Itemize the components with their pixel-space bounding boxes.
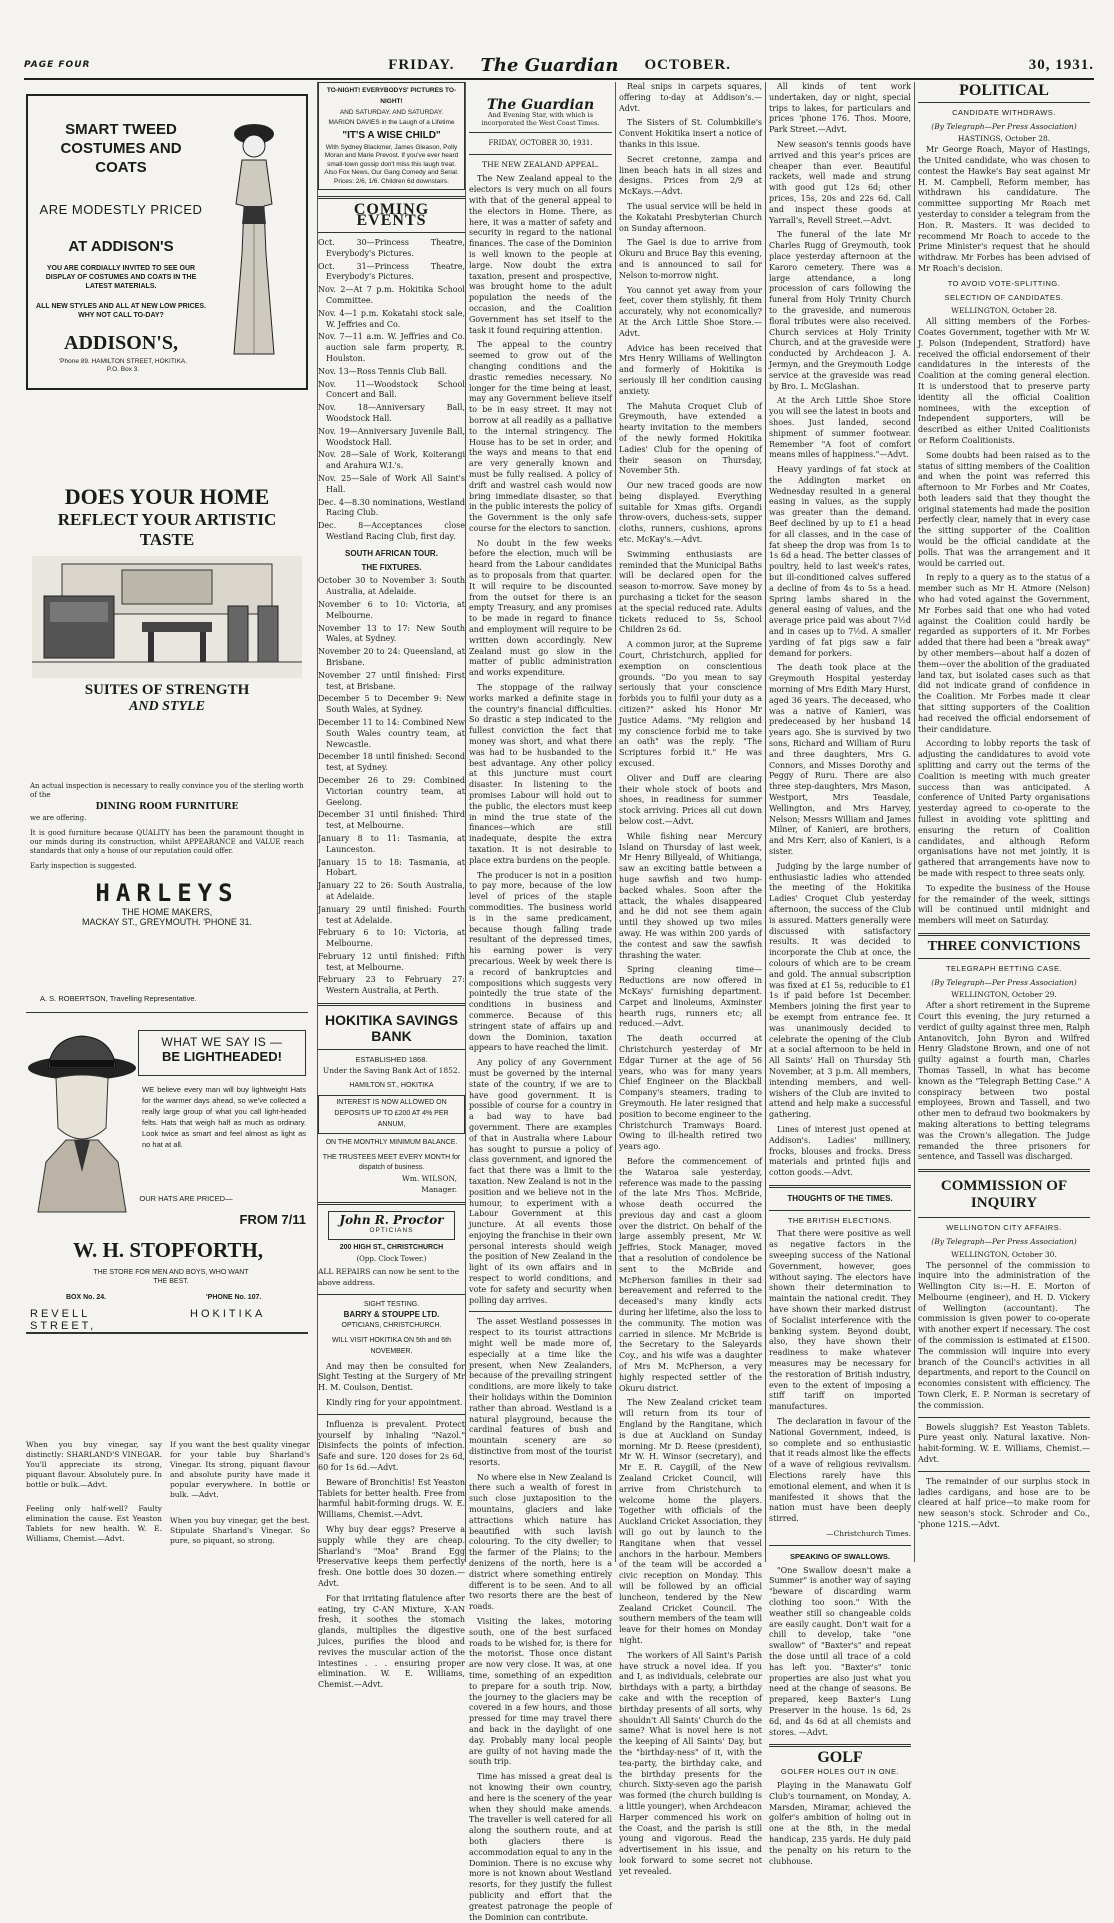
westland-paragraph: Time has missed a great deal is not knowing their own country, and here is the scenery of the year when they should make amends. The traveller is well catered for all along the southern route, and at both glaciers there is accommodation equal to any in the Dominion. There is no excuse why more is not known about Westland resorts, for they justify the fullest publicity and effort that the greatest patronage the people of the Dominion can contribute. xyxy=(469,1772,612,1922)
tour-fixture-item: November 20 to 24: Queensland, at Brisbane. xyxy=(318,647,465,667)
tour-fixture-item: October 30 to November 3: South Australia, at Adelaide. xyxy=(318,576,465,597)
stopforth-lightheaded: BE LIGHTHEADED! xyxy=(162,1049,282,1064)
coming-event-item: Nov. 18—Anniversary Ball, Woodstock Hall. xyxy=(318,403,465,424)
masthead-center xyxy=(388,55,731,76)
convictions-title: THREE CONVICTIONS xyxy=(927,938,1081,954)
coming-event-item: Nov. 4—1 p.m. Kokatahi stock sale, W. Jeffries and Co. xyxy=(318,308,465,329)
harleys-ad-body xyxy=(26,776,308,972)
column-3 xyxy=(469,82,612,1922)
divider xyxy=(918,102,1090,103)
masthead-month: OCTOBER. xyxy=(644,56,731,73)
divider xyxy=(469,154,612,155)
political-telegraph: (By Telegraph—Per Press Association) xyxy=(931,121,1077,131)
editorial-paragraph: Any policy of any Government must be governed by the internal state of the country, if we are to have good government. It is possible of course for a country in a bad way to have bad government. There are examples of that in Australia where Labour has sought to pursue a policy of class government, and ignored the fact that there was a limit to the taxation. New Zealand is not in the position and we believe not in the humour, to experiment with a Labour Government at this juncture. At all events those enjoying the franchise in their own personal interests should weigh the position of New Zealand in the light of its own affairs and in respect to world conditions, and vote for safety and security when polling day arrives. xyxy=(469,1058,612,1305)
coming-events-list xyxy=(318,238,465,543)
tour-fixture-item: February 23 to February 27: Western Australia, at Perth. xyxy=(318,975,465,996)
harleys-address: MACKAY ST., GREYMOUTH. 'PHONE 31. xyxy=(82,917,252,927)
proctor-address: 200 HIGH ST., CHRISTCHURCH xyxy=(339,1244,444,1252)
news-paragraph: While fishing near Mercury Island on Thursday of last week, Mr Henry Billyeald, of Whitianga, saw an exciting battle between a huge sawfish and two hump-backed whales. Soon after the attack, the whales disappeared and he did not see them again until they showed up two miles away. He was within 200 yards of the contest and saw the sawfish thrashing the water. xyxy=(619,831,762,960)
political-place2: WELLINGTON, October 28. xyxy=(951,306,1057,316)
tour-title: SOUTH AFRICAN TOUR. xyxy=(345,548,438,558)
political-body4: In reply to a query as to the status of a member such as Mr H. Atmore (Nelson) who had voted against the Government, Mr Forbes said that one who had voted against the Coalition could hardly be regarded as supporters of it. Mr Forbes added that there had been a "break away" by other members—about half a dozen of them—over the abolition of the graduated land tax, but isolated cases such as that did not indicate grand of confidence in the Coalition. Mr Forbes made it clear that sitting supporters of the Coalition had received the official endorsement of their candidature. xyxy=(918,573,1090,734)
westland-article xyxy=(469,1317,612,1923)
thoughts-title: THOUGHTS OF THE TIMES. xyxy=(787,1193,893,1203)
harleys-headline: DOES YOUR HOME xyxy=(64,484,270,509)
pictures-line3: MARION DAVIES in the Laugh of a Lifetime xyxy=(328,119,455,127)
news-paragraph: Oliver and Duff are clearing their whole stock of boots and shoes, in readiness for summer stock arriving. Prices all cut down below cost.—Advt. xyxy=(619,773,762,826)
divider xyxy=(318,232,465,233)
commission-place: WELLINGTON, October 30. xyxy=(951,1249,1057,1259)
divider xyxy=(318,1414,465,1415)
political-sub: CANDIDATE WITHDRAWS. xyxy=(952,107,1056,117)
surplus-advt: The remainder of our surplus stock in ladies cardigans, and hose are to be cleared at half price—to make room for new season's stock. Schroder and Co., 'phone 121S.—Advt. xyxy=(918,1476,1090,1530)
harleys-representative: A. S. ROBERTSON, Travelling Representative. xyxy=(40,994,197,1003)
editorial-paragraph: The New Zealand appeal to the electors is very much on all fours with that of the general appeal to the electors in Home. There, as here, it was a matter of safety and security in regard to the national finances. The case of the Dominion is well known to the people at large. Now doubt the extra taxation, present and prospective, was brought home to the adult population the needs of the occasion, and the Coalition Government has set itself to the task it found requiring attention. xyxy=(469,174,612,335)
tour-fixture-item: November 6 to 10: Victoria, at Melbourne. xyxy=(318,599,465,620)
editorial-date: FRIDAY, OCTOBER 30, 1931. xyxy=(488,138,593,147)
tour-fixture-item: February 6 to 10: Victoria, at Melbourne. xyxy=(318,928,465,949)
news-paragraph: Lines of interest just opened at Addison's. Ladies' millinery, frocks, blouses and frocks. Dress materials and printed fujis and cotton goods.—Advt. xyxy=(769,1124,911,1178)
coming-event-item: Nov. 28—Sale of Work, Koiterangi and Arahura W.I.'s. xyxy=(318,450,465,471)
bank-title: HOKITIKA SAVINGS BANK xyxy=(324,1012,458,1045)
pictures-line1: TO-NIGHT! EVERYBODYS' PICTURES TO-NIGHT! xyxy=(326,87,457,105)
bank-trustees: THE TRUSTEES MEET EVERY MONTH for dispatch of business. xyxy=(322,1153,461,1172)
news-paragraph: Spring cleaning time—Reductions are now offered in McKays' furnishing department. Carpet and linoleums, Axminster hearth rugs, runners etc; all reduced.—Advt. xyxy=(619,965,762,1029)
divider xyxy=(918,958,1090,959)
fashion-figure-illustration xyxy=(208,114,300,364)
golf-title: GOLF xyxy=(817,1749,863,1767)
addison-new-styles: ALL NEW STYLES AND ALL AT NEW LOW PRICES. WHY NOT CALL TO-DAY? xyxy=(36,303,206,319)
column-2 xyxy=(318,82,465,1690)
col2-short-items xyxy=(318,1420,465,1691)
news-paragraph: The Gael is due to arrive from Okuru and Bruce Bay this evening, and is announced to sail for Nelson to-morrow night. xyxy=(619,238,762,280)
divider xyxy=(318,1202,465,1205)
harleys-early: Early inspection is suggested. xyxy=(30,862,137,870)
tour-fixture-item: January 15 to 18: Tasmania, at Hobart. xyxy=(318,857,465,878)
pictures-ad xyxy=(318,82,465,190)
commission-sub: WELLINGTON CITY AFFAIRS. xyxy=(946,1223,1062,1233)
addison-headline: SMART TWEED COSTUMES AND COATS xyxy=(60,121,182,176)
coming-event-item: Dec. 4—8.30 nominations, Westland Racing Club. xyxy=(318,497,465,518)
tour-fixture-item: February 12 until finished: Fifth test, at Melbourne. xyxy=(318,951,465,972)
tour-sub: THE FIXTURES. xyxy=(361,562,422,572)
harleys-name: HARLEYS xyxy=(95,879,239,907)
swallows-body: "One Swallow doesn't make a Summer" is another way of saying "beware of discarding warm clothing too soon." With the weather still so changeable colds are easily caught. Don't wait for a chill to develop, take "one swallow" of "Baxter's" and repeat the dose until all trace of a cold has left you. "Baxter's" tonic properties are also just what you need at the change of seasons. Be prepared, keep Baxter's Lung Preserver in the house. 1s 6d, 2s 6d, and 4s 6d at all chemists and stores. —Advt. xyxy=(769,1565,911,1737)
bank-manager: Manager. xyxy=(421,1185,457,1195)
tour-fixture-item: December 5 to December 9: New South Wales, at Sydney. xyxy=(318,694,465,715)
convictions-place: WELLINGTON, October 29. xyxy=(951,990,1057,1000)
addison-address: 'Phone 89. HAMILTON STREET, HOKITIKA. P.O. Box 3. xyxy=(58,358,188,373)
coming-event-item: Nov. 7—11 a.m. W. Jeffries and Co. auction sale farm property, R. Houlston. xyxy=(318,332,465,364)
addison-name: ADDISON'S, xyxy=(64,332,178,354)
westland-paragraph: Visiting the lakes, motoring south, one of the best surfaced roads to be wished for, is there for the motorist. Those once distant are now very close. It was, at one time, something of an expedition to prepare for a south trip. Now, the journey to the glaciers may be covered in a few hours, and those pressed for time may travel there and back in the daylight of one day. Probably many local people are guilty of not having made the south trip. xyxy=(469,1616,612,1767)
coming-event-item: Nov. 19—Anniversary Juvenile Ball, Woodstock Hall. xyxy=(318,426,465,447)
short-paragraph: Influenza is prevalent. Protect yourself by inhaling "Nazol." Disinfects the points of infection. Safe and sure. 120 doses for 2s 6d, 60 for 1s 6d.—Advt. xyxy=(318,1419,465,1472)
editorial-title: THE NEW ZEALAND APPEAL. xyxy=(482,159,599,169)
editorial-body xyxy=(469,174,612,1306)
proctor-repairs: ALL REPAIRS can now be sent to the above address. xyxy=(318,1267,460,1287)
tour-fixtures-list xyxy=(318,576,465,997)
divider xyxy=(769,1185,911,1188)
political-body6: To expedite the business of the House for the remainder of the week, sittings will be continued until midnight and members will meet on Saturday. xyxy=(918,883,1090,926)
stouppe-name: BARRY & STOUPPE LTD. xyxy=(343,1310,440,1320)
thoughts-sub: THE BRITISH ELECTIONS. xyxy=(787,1215,893,1225)
tour-fixture-item: December 26 to 29: Combined Victorian country team, at Geelong. xyxy=(318,775,465,807)
page-number: PAGE FOUR xyxy=(24,60,91,70)
news-paragraph: The New Zealand cricket team will return from its tour of England by the Rangitane, which is due at Auckland on Sunday morning. Mr D. Reese (president), Mr W. H. Winsor (secretary), and Mr E. R. Caygill, of the New Zealand Cricket Council, will arrive from Christchurch to welcome home the players. Together with officials of the Auckland Cricket Association, they will go out by launch to the Rangitane when that vessel anchors in the harbour. Members of the team will be accorded a civic reception on Monday. This will be followed by an official luncheon, tendered by the New Zealand Cricket Council. The southern members of the team will leave for their homes on Monday night. xyxy=(619,1398,762,1645)
vinegar-advt-3: When you buy vinegar, get the best. Stipulate Sharland's Vinegar. So pure, so piquant, so strong. xyxy=(170,1516,310,1545)
news-paragraph: Real snips in carpets squares, offering to-day at Addison's.—Advt. xyxy=(619,82,762,113)
bank-balance: ON THE MONTHLY MINIMUM BALANCE. xyxy=(325,1138,458,1146)
harleys-style: AND STYLE xyxy=(129,699,205,714)
harleys-taste: TASTE xyxy=(139,530,195,549)
stopforth-price: FROM 7/11 xyxy=(239,1212,306,1227)
editorial-paragraph: The appeal to the country seemed to grow out of the changing conditions and the drastic remedies necessary. No longer for the time being at least, may any Government believe itself to be in easy street. It may not borrow at all readily as a palliative to the internal stringency. The House has to be set in order, and the ways and means to that end are very generally known and must be fully realised. A policy of drift and wastrel cash would now bring immediate disaster, so that in the public interests the policy of the Government is the only safe course for the electors to sanction. xyxy=(469,340,612,533)
divider xyxy=(769,1545,911,1546)
political-body5: According to lobby reports the task of adjusting the candidatures to avoid vote splitting and carry out the terms of the Coalition is meeting with much greater success than was anticipated. A conference of United Party organisations yesterday agreed to co-operate to the fullest in avoiding vote splitting and ensuring the return of Coalition candidates, and although Reform organisations have not met jointly, it is gathered that arrangements have now to be made with respect to three seats only. xyxy=(918,739,1090,878)
bank-street: HAMILTON ST., HOKITIKA xyxy=(349,1081,434,1089)
pictures-title: "IT'S A WISE CHILD" xyxy=(342,130,441,142)
column-rule xyxy=(914,82,915,1562)
news-paragraph: Our new traced goods are now being displayed. Everything suitable for Xmas gifts. Organdi throw-overs, duchess-sets, supper cloths, runners, cushions, aprons etc. McKay's.—Advt. xyxy=(619,481,762,545)
tour-fixture-item: December 11 to 14: Combined New South Wales country team, at Newcastle. xyxy=(318,717,465,749)
swallows-title: SPEAKING OF SWALLOWS. xyxy=(789,1551,890,1561)
westland-paragraph: No where else in New Zealand is there such a wealth of forest in such close juxtaposition to the mountains, glaciers and lake attractions which nature has beautified with such lavish colouring. To the city dweller; to the farmer of the Plains; to the denizens of the north, here is a district where something entirely different is to be seen. And to all two resorts there are the best of roads. xyxy=(469,1472,612,1612)
pictures-line2: AND SATURDAY. AND SATURDAY. xyxy=(339,108,444,116)
addison-invitation: YOU ARE CORDIALLY INVITED TO SEE OUR DISPLAY OF COSTUMES AND COATS IN THE LATEST MATERIALS. xyxy=(45,265,197,290)
news-paragraph: The funeral of the late Mr Charles Rugg of Greymouth, took place yesterday afternoon at the Karoro cemetery. There was a large attendance, a long procession of cars following the funeral from Holy Trinity Church to the graveside, and numerous floral tributes were also received. Church services at Holy Trinity Church, and at the graveside were conducted by Archdeacon J. A. Jermyn, and the Greymouth Lodge service at the graveside was read by Bro. L. McGlashan. xyxy=(769,230,911,391)
divider xyxy=(769,1744,911,1747)
news-paragraph: New season's tennis goods have arrived and this year's prices are cheaper than ever. Beautiful rackets, well made and strung with good gut 12s 6d; other prices, 15s, 20s and 22s 6d. Call and inspect these goods at Yarrall's, Revell Street.—Advt. xyxy=(769,139,911,225)
proctor-opp: (Opp. Clock Tower.) xyxy=(356,1255,427,1264)
news-paragraph: You cannot yet away from your feet, cover them stylishly, fit them accurately, why not economically? At the Arch Little Shoe Store.—Advt. xyxy=(619,285,762,338)
stopforth-headline-box xyxy=(138,1030,306,1076)
short-paragraph: For that irritating flatulence after eating, try C-AN Mixture, X-AN fresh, it soothes the stomach glands, multiplies the digestive juices, purifies the blood and revives the muscular action of the intestines . . . ensuring proper elimination. W. E. Williams, Chemist.—Advt. xyxy=(318,1593,465,1690)
divider xyxy=(469,132,612,133)
masthead-day: FRIDAY. xyxy=(388,56,455,73)
column-4 xyxy=(619,82,762,1876)
westland-paragraph: The asset Westland possesses in respect to its tourist attractions might well be made more of, especially at a time like the present, when New Zealanders, because of the prevailing stringent conditions, are more likely to take their holidays within the Dominion rather than abroad. Westland is a natural playground, because the cardinal features of bush and mountain scenery are so distinctive from most of the tourist resorts. xyxy=(469,1317,612,1467)
divider xyxy=(918,1417,1090,1418)
stouppe-body: And may then be consulted for Sight Testing at the Surgery of Mr H. M. Coulson, Dentist. xyxy=(318,1361,465,1393)
coming-event-item: Oct. 31—Princess Theatre, Everybody's Pictures. xyxy=(318,261,465,282)
harleys-suites: SUITES OF STRENGTH xyxy=(84,682,250,698)
stopforth-name: W. H. STOPFORTH, xyxy=(72,1238,264,1262)
divider xyxy=(318,1049,465,1050)
divider xyxy=(918,1217,1090,1218)
divider xyxy=(318,1003,465,1006)
local-news-items-2 xyxy=(769,82,911,1179)
commission-body: The personnel of the commission to inquire into the administration of the Wellington City is:—H. E. Morton of Melbourne (engineer), and H. D. Vickery of Wellington (accountant). The commission is given power to co-operate with another expert if necessary. The cost of the commission is estimated at £1500. The commission will inquire into every branch of the Council's activities in all departments, and report to the Council on economies consistent with efficiency. The Town Clerk, E. P. Norman is secretary of the commission. xyxy=(918,1260,1090,1410)
column-6 xyxy=(918,82,1090,1562)
convictions-sub: TELEGRAPH BETTING CASE. xyxy=(945,963,1063,973)
political-body2: All sitting members of the Forbes-Coates Government, together with Mr W. J. Polson (Independent, Stratford) have received the official endorsement of their candidatures in the interests of the Coalition at the coming general election. It is understood that to preserve party identity all the official Coalition nominees, with the exception of Independent supporters, will be described as either United Coalitionists or Reform Coalitionists. xyxy=(918,317,1090,445)
addison-at: AT ADDISON'S xyxy=(68,238,174,255)
stopforth-box: BOX No. 24. xyxy=(66,1294,107,1301)
coming-event-item: Nov. 25—Sale of Work All Saint's Hall. xyxy=(318,474,465,494)
news-paragraph: The Sisters of St. Columbkille's Convent Hokitika insert a notice of thanks in this issue. xyxy=(619,118,762,149)
harleys-tagline: THE HOME MAKERS, xyxy=(121,907,213,917)
divider xyxy=(918,1169,1090,1172)
stopforth-body: WE believe every man will buy lightweight Hats for the warmer days ahead, so we've collected a really large group of what you call light-headed felts. Hats that weigh half as much as ordinary. Look twice as smart and feel almost as light as no hat at all. xyxy=(142,1085,306,1149)
golf-sub: GOLFER HOLES OUT IN ONE. xyxy=(780,1767,900,1777)
masthead xyxy=(24,52,1094,80)
coming-event-item: Nov. 13—Ross Tennis Club Ball. xyxy=(318,366,448,376)
thoughts-paragraph: The declaration in favour of the National Government, indeed, is so complete and so enthusiastic that it reads almost like the effects of a wave of religious revivalism. Elections rarely have this emotional element, and when it is manifested it shows that the nation must have been deeply stirred. xyxy=(769,1417,911,1524)
stouppe-ring: Kindly ring for your appointment. xyxy=(326,1398,463,1407)
divider xyxy=(769,1210,911,1211)
news-paragraph: The death occurred at Christchurch yesterday of Mr Edgar Turner at the age of 56 years, who was for many years Chief Engineer on the Blackball Company's steamers, trading to Greymouth. He later resigned that position to become engineer to the Christchurch Tramways Board. Owing to ill-health retired two years ago. xyxy=(619,1034,762,1152)
political-sub3: SELECTION OF CANDIDATES. xyxy=(944,292,1064,302)
stopforth-town: HOKITIKA xyxy=(190,1308,266,1320)
divider xyxy=(918,933,1090,936)
stouppe-visit: WILL VISIT HOKITIKA ON 5th and 6th NOVEMBER. xyxy=(331,1337,452,1355)
masthead-paper-name: The Guardian xyxy=(480,54,619,76)
harleys-subhead: REFLECT YOUR ARTISTIC xyxy=(57,510,277,529)
stopforth-priced: OUR HATS ARE PRICED— xyxy=(139,1194,233,1203)
harleys-dining-room: DINING ROOM FURNITURE xyxy=(95,802,239,812)
bank-wm-wilson: Wm. WILSON, xyxy=(402,1174,457,1184)
commission-title: COMMISSION OF INQUIRY xyxy=(940,1178,1068,1212)
political-sub2: TO AVOID VOTE-SPLITTING. xyxy=(947,278,1061,288)
addison-subhead: ARE MODESTLY PRICED xyxy=(39,202,203,217)
harleys-inspection: An actual inspection is necessary to really convince you of the sterling worth of the xyxy=(30,782,304,799)
golf-body: Playing in the Manawatu Golf Club's tournament, on Monday, A. Marsden, Miramar, achieved the golfer's ambition of holing out in one at the 8th, in the medal handicap, 235 yards. He duly paid the penalty on his return to the clubhouse. xyxy=(769,1780,911,1866)
coming-event-item: Nov. 2—At 7 p.m. Hokitika School Committee. xyxy=(318,285,465,306)
addison-ad xyxy=(26,94,308,390)
proctor-opticians: OPTICIANS xyxy=(369,1226,414,1234)
political-body3: Some doubts had been raised as to the status of sitting members of the Coalition and when the point was referred this afternoon to Mr Forbes and Mr Coates, both leaders said that they thought the original statements had made the position perfectly clear, namely that in every case the sitting supporter of the Coalition would be the official candidate at the polls. That was the arrangement and it would be carried out. xyxy=(918,450,1090,568)
news-paragraph: The workers of All Saint's Parish have struck a novel idea. If you and I, as individuals, celebrate our birthdays with a party, a birthday cake and with the reception of birthday presents of all sorts, why shouldn't All Saints' Church do the same? What is novel here is not the keeping of All Saints' Day, but the "birthday-ness" of it, with the tea-party, the birthday cake, and the birthday presents for the church. Sixty-seven ago the parish was formed (the church building is a little younger), when Archdeacon Harper commenced his work on the Coast, and the parish is still young and vigorous. Read the advertisement in his issue, and look forward to some secret not yet revealed. xyxy=(619,1650,762,1876)
news-paragraph: Advice has been received that Mrs Henry Williams of Wellington and formerly of Hokitika is seriously ill her condition causing anxiety. xyxy=(619,343,762,396)
convictions-body: After a short retirement in the Supreme Court this evening, the jury returned a verdict of guilty against three men, Ralph Antanovitch, John Byron and Wilfred Henry Gladstone Brown, and one of not guilty against a fourth man, Charles Thomas Tassell, in what has become known as the "Telegraph Betting Case." A conspiracy between two postal employees, Brown and Tassell, and two other men to defraud two bookmakers by making alterations to betting telegrams was the Crown's allegation. The Judge remanded the three prisoners for sentence, and Tassell was discharged. xyxy=(918,1001,1090,1162)
column-5 xyxy=(769,82,911,1866)
tour-fixture-item: January 8 to 11: Tasmania, at Launceston. xyxy=(318,833,465,854)
stopforth-ad xyxy=(26,1022,308,1332)
editorial-paragraph: No doubt in the few weeks before the election, much will be heard from the Labour candidates as to proposals from that quarter. It will require to be discounted from the outset for there is an empty Treasury, and any promises to be made in regard to finance and employment will require to be written down accordingly. New Zealand must go slow in the matter of public administration and works expenditure. xyxy=(469,538,612,678)
political-body: Mr George Roach, Mayor of Hastings, the United candidate, who was chosen to contest the Hawke's Bay seat against Mr H. M. Campbell, Reform member, has withdrawn his candidature. The committee supporting Mr Roach met yesterday to consider a telegram from the Hon. R. Masters. It was decided to recommend Mr Roach to accede to the Prime Minister's request that he should withdraw. Mr Forbes has been advised of Mr Roach's decision. xyxy=(918,145,1090,273)
vinegar-advt-2: If you want the best quality vinegar for your table buy Sharland's Vinegar. Its strong, piquant flavour and absolute purity have made it popular everywhere. In bottle or bulk. —Advt. xyxy=(170,1440,310,1499)
bank-established: ESTABLISHED 1868. xyxy=(355,1055,428,1065)
coming-event-item: Oct. 30—Princess Theatre, Everybody's Pictures. xyxy=(318,238,465,258)
editorial-incorporated: And Evening Star, with which is incorporated the West Coast Times. xyxy=(481,110,600,127)
bank-interest: INTEREST IS NOW ALLOWED ON DEPOSITS UP TO £200 AT 4% PER ANNUM, xyxy=(318,1095,465,1133)
news-paragraph: The Mahuta Croquet Club of Greymouth, have extended a hearty invitation to the members of the newly formed Hokitika Ladies' Club for the opening of their season on Thursday, November 5th. xyxy=(619,401,762,476)
stopforth-street: REVELL STREET, xyxy=(30,1308,97,1332)
column-rule xyxy=(765,82,766,1562)
short-paragraph: Beware of Bronchitis! Est Yeaston Tablets for better health. Free from harmful habit-forming drugs. W. E. Williams, Chemist.—Advt. xyxy=(318,1477,465,1520)
tour-fixture-item: November 27 until finished: First test, at Brisbane. xyxy=(318,670,465,691)
column-rule xyxy=(615,82,616,1562)
harleys-quality: It is good furniture because QUALITY has been the paramount thought in our minds during its construction, whilst APPEARANCE and VALUE reach standards that only a house of our reputation could offer. xyxy=(30,829,304,855)
thoughts-paragraph: That there were positive as well as negative factors in the sweeping success of the National Government, however, goes without saying. The electors have shown their determination to maintain the national credit. They have shown their marked distrust of Socialist interference with the banking system. Beyond doubt, also, they have shown their readiness to make whatever measures may be necessary for the restoration of British industry, even to the extent of imposing a stiff tariff on imported manufactures. xyxy=(769,1229,911,1412)
tour-fixture-item: December 18 until finished: Second test, at Sydney. xyxy=(318,752,465,773)
news-paragraph: All kinds of tent work undertaken, day or night, special trips to lakes, for particulars and prices 'phone 176. Thos. Moore, Park Street.—Advt. xyxy=(769,82,911,135)
news-paragraph: The usual service will be held in the Kokatahi Presbyterian Church on Sunday afternoon. xyxy=(619,201,762,233)
local-news-items xyxy=(619,82,762,1878)
commission-telegraph: (By Telegraph—Per Press Association) xyxy=(931,1236,1077,1246)
tour-fixture-item: December 31 until finished: Third test, at Melbourne. xyxy=(318,810,465,831)
vinegar-advt: When you buy vinegar, say distinctly: SHARLAND'S VINEGAR. You'll appreciate its strong, piquant flavour. Absolutely pure. In bottle or bulk.—Advt. xyxy=(26,1440,162,1489)
convictions-telegraph: (By Telegraph—Per Press Association) xyxy=(931,977,1077,987)
divider xyxy=(469,1311,612,1312)
pictures-body: With Sydney Blackmer, James Gleason, Polly Moran and Marie Prevost. If you've ever heard small-town gossip don't miss this laugh treat. Also Fox News, Our Gang Comedy and Serial. Prices: 2/6, 1/6. Children 6d downstairs. xyxy=(324,143,459,185)
yeaston-advt: Feeling only half-well? Faulty elimination the cause. Est Yeaston Tablets for new health. W. E. Williams, Chemist.—Advt. xyxy=(26,1504,162,1543)
news-paragraph: Heavy yardings of fat stock at the Addington market on Wednesday resulted in a general easing in values, as the supply was greater than the demand. Beef declined by up to £1 a head for all classes, and in the case of fat sheep the drop was from 1s to 1s 6d a head. The better classes of poultry, held to last week's rates, but ill-conditioned calves suffered a decline of from 4s to 5s a head. Spring lambs shared in the general easing of values, and the average price paid was about 7½d and in cases up to 7½d. A smaller yarding of fat pigs saw a fair demand for porkers. xyxy=(769,465,911,658)
coming-events-title: COMING EVENTS xyxy=(353,201,430,230)
stopforth-tagline: THE STORE FOR MEN AND BOYS, WHO WANT THE BEST. xyxy=(93,1269,249,1285)
bowels-advt: Bowels sluggish? Est Yeaston Tablets. Pure yeast only. Natural laxative. Non-habit-forming. W. E. Williams, Chemist.—Advt. xyxy=(918,1422,1090,1465)
news-paragraph: Secret cretonne, zampa and linen beach hats in all sizes and designs. Prices from 2/9 at McKays.—Advt. xyxy=(619,154,762,197)
stouppe-sight: SIGHT TESTING. xyxy=(363,1300,420,1308)
tour-fixture-item: November 13 to 17: New South Wales, at Sydney. xyxy=(318,623,465,644)
coming-event-item: Nov. 11—Woodstock School Concert and Ball. xyxy=(318,379,465,400)
stopforth-headline: WHAT WE SAY IS — xyxy=(161,1035,283,1049)
thoughts-source: —Christchurch Times. xyxy=(826,1529,911,1538)
stopforth-phone: 'PHONE No. 107. xyxy=(206,1294,262,1301)
thoughts-body xyxy=(769,1229,911,1525)
divider xyxy=(318,196,465,199)
short-paragraph: Why buy dear eggs? Preserve a supply while they are cheap. Sharland's "Moa" Brand Egg Preservative keeps them perfectly fresh. One bottle does 30 dozen.—Advt. xyxy=(318,1524,465,1588)
editorial-paragraph: The stoppage of the railway works marked a definite stage in the country's financial difficulties. So drastic a step indicated to the fullest conviction the fact that money was short, and what there was had to be husbanded to the best advantage. Any other policy at this juncture must court disaster. In listening to the promises Labour will hold out to the public, the electors must keep in mind the true state of the finances—which are still inadequate, despite the extra taxation. It is not desirable to place extra burdens on the people. xyxy=(469,683,612,865)
editorial-paragraph: The producer is not in a position to pay more, because of the low level of prices of the staple commodities. The business world is in the same predicament, because though falling trade resultant of the depressed times, his earning power is very precarious. Week by week there is a record of bankruptcies and compositions which suggests very pointedly the true state of the conditions in business and commerce. Because of this stringent state of affairs up and down the Dominion, taxation appears to have reached the limit. xyxy=(469,870,612,1053)
divider xyxy=(26,1012,308,1013)
news-paragraph: Before the commencement of the Wataroa sale yesterday, reference was made to the passing of the late Mrs Thos. McBride, whose death occurred the previous day and cast a gloom over the district. On behalf of the large assembly present, Mr W. Jeffries, Stock Manager, moved that a resolution of condolence be sent to the McBride and McPherson families in their sad bereavement and referred to the deceased's many kindly acts during her lifetime, also the loss to the community. The motion was carried in silence. Mr McBride is the Secretary to the Saleyards Coy., and his wife was a daughter of Mrs M. McPherson, a very highly respected settler of the Okuru district. xyxy=(619,1156,762,1393)
coming-event-item: Dec. 8—Acceptances close Westland Racing Club, first day. xyxy=(318,521,465,541)
tour-fixture-item: January 22 to 26: South Australia, at Adelaide. xyxy=(318,881,465,901)
bank-act: Under the Saving Bank Act of 1852. xyxy=(322,1065,461,1075)
divider xyxy=(26,1332,308,1334)
harleys-ad xyxy=(26,478,308,778)
stouppe-opticians: OPTICIANS, CHRISTCHURCH. xyxy=(341,1322,442,1330)
news-paragraph: Judging by the large number of enthusiastic ladies who attended the meeting of the Hokitika Ladies' Croquet Club yesterday afternoon, the success of the Club is assured. Matters generally were discussed with satisfactory results. It was decided to incorporate the Club at once, the colours of which are to be cream and gold. The annual subscription was fixed at £1 5s, reducible to £1 1s if paid before 1st December. Members joining the first year to be exempt from entrance fee. It was unanimously decided to celebrate the opening of the Club at a social afternoon to be held in All Saints' Hall on Thursday 5th November, at 3 p.m. All members, intending members, and well-wishers of the Club are invited to attend and help make a successful gathering. xyxy=(769,861,911,1120)
news-paragraph: A common juror, at the Supreme Court, Christchurch, applied for exemption on conscientious grounds. "Do you mean to say seriously that your conscience forbids you to fulfil your duty as a citizen?" asked his Honor Mr Justice Adams. "My religion and my conscience forbid me to take an oath" was the reply. "The Scriptures forbid it." He was excused. xyxy=(619,640,762,769)
news-paragraph: At the Arch Little Shoe Store you will see the latest in boots and shoes. Just landed, second shipment of summer footwear. Remember "A foot of comfort means miles of happiness."—Advt. xyxy=(769,396,911,460)
tour-fixture-item: January 29 until finished: Fourth test at Adelaide. xyxy=(318,904,465,925)
divider xyxy=(918,1471,1090,1472)
dining-room-illustration xyxy=(32,556,302,678)
editorial-paper-name: The Guardian xyxy=(486,97,595,113)
proctor-name: John R. Proctor xyxy=(339,1212,444,1227)
proctor-logo xyxy=(328,1211,455,1241)
man-in-hat-illustration xyxy=(26,1032,138,1212)
masthead-date: 30, 1931. xyxy=(1028,56,1094,73)
political-place: HASTINGS, October 28. xyxy=(957,134,1051,144)
divider xyxy=(318,1294,465,1295)
news-paragraph: The death took place at the Greymouth Hospital yesterday morning of Mrs Edith Mary Hurst, aged 36 years. The deceased, who was a native of Kanieri, was predeceased by her husband 14 years ago. She is survived by two sons, Richard and William of Ruru and three daughters, Mrs G. Connors, and Misses Dorothy and Peggy of Ruru. There are also three step-daughters, Mrs Mason, Westport, Mrs Teasdale, Wellington, and Mrs Harvey, Nelson; Messrs William and James Milner, of Kanieri, are brothers, and Mrs Kerr, also of Kanieri, is a sister. xyxy=(769,663,911,856)
harleys-offering: we are offering. xyxy=(30,814,87,822)
news-paragraph: Swimming enthusiasts are reminded that the Municipal Baths will be declared open for the season to-morrow. Save money by purchasing a ticket for the season at the special reduced rate. Adults tickets reduced to 5s, School Children 2s 6d. xyxy=(619,549,762,635)
political-title: POLITICAL xyxy=(959,82,1049,99)
column-rule xyxy=(465,82,466,1562)
